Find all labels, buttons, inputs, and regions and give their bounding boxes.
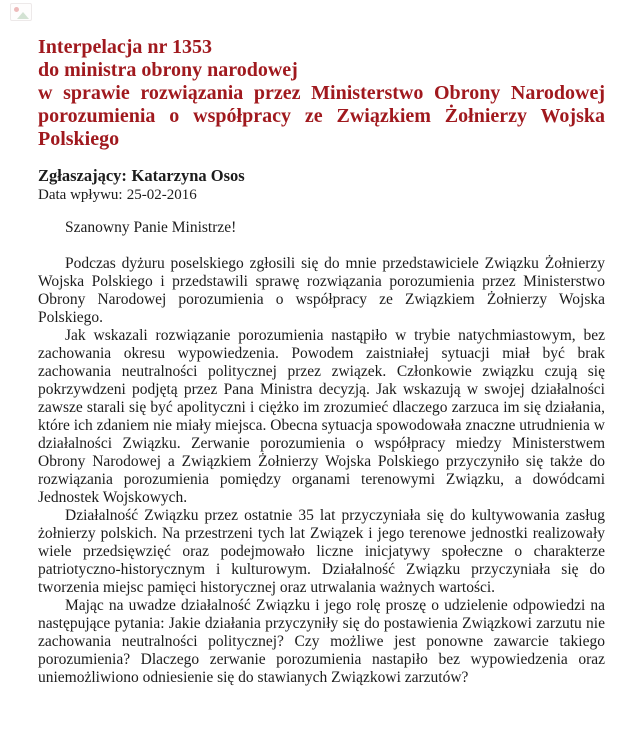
title-subject: w sprawie rozwiązania przez Ministerstwo Obrony Narodowej porozumienia o współpracy ze Związkiem Żołnierzy Wojska Polskiego bbox=[38, 82, 605, 150]
paragraph-3: Działalność Związku przez ostatnie 35 lat przyczyniała się do kultywowania zasług żołnierzy polskich. Na przestrzeni tych lat Związek i jego terenowe jednostki realizowały wiele przedsięwzięć oraz podejmowało liczne inicjatywy społeczne o charakterze patriotyczno-historycznym i kulturowym. Działalność Związku przyczyniała się do tworzenia miejsc pamięci historycznej oraz utrwalania ważnych wartości. bbox=[38, 507, 605, 596]
letter-body bbox=[38, 219, 605, 687]
date-received-label: Data wpływu: bbox=[38, 187, 123, 203]
submitter-label: Zgłaszający: bbox=[38, 166, 127, 185]
submitter-name: Katarzyna Osos bbox=[131, 166, 245, 185]
title-interpellation-number: Interpelacja nr 1353 bbox=[38, 36, 213, 58]
paragraph-2: Jak wskazali rozwiązanie porozumienia nastąpiło w trybie natychmiastowym, bez zachowania okresu wypowiedzenia. Powodem zaistniałej sytuacji miał być brak zachowania neutralności politycznej przez związek. Członkowie związku czują się pokrzywdzeni podjętą przez Pana Ministra decyzją. Jak wskazują w swojej działalności zawsze starali się być apolityczni i ciężko im zrozumieć dlaczego zarzuca im się działania, które ich zdaniem nie miały miejsca. Obecna sytuacja spowodowała znaczne utrudnienia w działalności Związku. Zerwanie porozumienia o współpracy miedzy Ministerstwem Obrony Narodowej a Związkiem Żołnierzy Wojska Polskiego przyczyniło się także do rozwiązania porozumienia pomiędzy organami terenowymi Związku, a dowódcami Jednostek Wojskowych. bbox=[38, 327, 605, 506]
submitter-line bbox=[38, 166, 605, 186]
paragraph-1: Podczas dyżuru poselskiego zgłosili się do mnie przedstawiciele Związku Żołnierzy Wojska Polskiego i przedstawili sprawę rozwiązania porozumienia przez Ministerstwo Obrony Narodowej porozumienia o współpracy ze Związkiem Żołnierzy Wojska Polskiego. bbox=[38, 255, 605, 326]
document-title bbox=[38, 36, 605, 151]
document-meta bbox=[38, 166, 605, 204]
date-received-value: 25-02-2016 bbox=[126, 187, 197, 203]
paragraph-4: Mając na uwadze działalność Związku i jego rolę proszę o udzielenie odpowiedzi na następujące pytania: Jakie działania przyczyniły się do postawienia Związkowi zarzutu nie zachowania neutralności politycznej? Czy możliwe jest ponowne zawarcie takiego porozumienia? Dlaczego zerwanie porozumienia nastapiło bez wypowiedzenia oraz uniemożliwiono odniesienie się do stawianych Związkowi zarzutów? bbox=[38, 597, 605, 686]
title-addressee: do ministra obrony narodowej bbox=[38, 59, 298, 81]
salutation: Szanowny Panie Ministrze! bbox=[65, 219, 237, 236]
date-received-line bbox=[38, 186, 605, 204]
